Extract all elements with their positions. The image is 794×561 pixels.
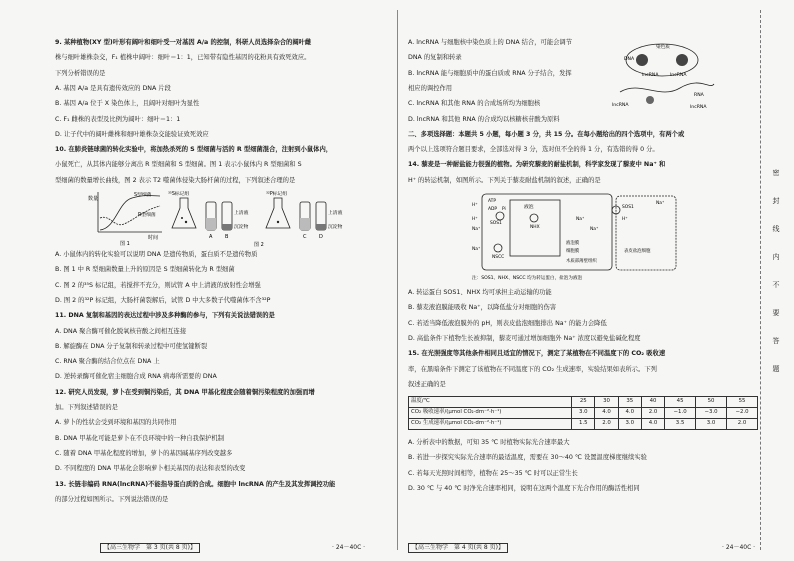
fig2-tube-label-a: A	[209, 234, 213, 240]
fig2-label-p32: ³²P标记组	[266, 192, 288, 197]
fig2-label-s35: ³⁵S标记组	[168, 192, 190, 197]
table-cell: 40	[641, 397, 664, 408]
left-text-line: B. DNA 甲基化可能是萝卜在不良环境中的一种自我保护机制	[55, 434, 225, 442]
left-text-line: 11. DNA 复制和基因的表达过程中涉及多种酶的参与，下列有关说法错误的是	[55, 312, 275, 320]
table-cell: 3.0	[618, 419, 641, 430]
fig14-nscc	[494, 244, 502, 252]
sidebar-char: 线	[772, 225, 780, 233]
fig1-r-label: R型细菌	[138, 213, 156, 218]
left-text-line: 10. 在肺炎链球菌的转化实验中，将加热杀死的 S 型细菌与活的 R 型细菌混合，注射到小鼠体内，	[55, 146, 333, 154]
table-cell: 4.0	[595, 408, 618, 419]
fig14-label-2: ADP	[488, 207, 498, 212]
table-cell: 30	[595, 397, 618, 408]
fig14-label-1: ATP	[488, 199, 496, 204]
footer-code-right: · 24－40C ·	[722, 544, 756, 551]
left-text-line: 小鼠死亡，从其体内能够分离出 R 型细菌和 S 型细菌。图 1 表示小鼠体内 R 型细菌和 S	[55, 161, 302, 169]
fig14-label-11: SOS1	[622, 205, 634, 210]
left-text-line: C. RNA 聚合酶的结合位点在 DNA 上	[55, 358, 160, 366]
fig2-label-sup-2: 上清液	[328, 211, 343, 216]
table-header-row	[409, 397, 758, 408]
table-cell: 2.0	[727, 419, 758, 430]
sidebar-char: 答	[772, 337, 780, 345]
table-cell: 1.5	[572, 419, 595, 430]
right-text-line: 率，在黑暗条件下测定了该植物在不同温度下的 CO₂ 生成速率，实验结果如表所示。下列	[408, 365, 657, 373]
fig2-flask-left	[172, 198, 196, 228]
table-cell: 4.0	[618, 408, 641, 419]
right-text-line: D. 30 ℃ 与 40 ℃ 时净光合速率相同，说明在这两个温度下光合作用的酶活性相同	[408, 484, 640, 492]
left-text-line: 12. 研究人员发现，萝卜在受到铜污染后，其 DNA 甲基化程度会随着铜污染程度的加强而增	[55, 388, 315, 396]
fig14-label-7: Na⁺	[472, 227, 481, 232]
right-text-line: 二、多项选择题：本题共 5 小题，每小题 3 分，共 15 分。在每小题给出的四个选项中，有两个或	[408, 130, 685, 138]
left-text-line: D. 不同程度的 DNA 甲基化会影响萝卜相关基因的表达和表型的改变	[55, 465, 246, 473]
sidebar-char: 不	[772, 281, 780, 289]
right-text-line: 两个以上选项符合题目要求，全部选对得 3 分，选对但不全的得 1 分，有选错的得 0 分。	[408, 146, 659, 154]
right-text-line: B. 若进一步探究实际光合速率的最适温度，需要在 30～40 ℃ 设置温度梯度继续实验	[408, 454, 647, 462]
table-cell: 35	[618, 397, 641, 408]
left-text-line: A. 小鼠体内的转化实验可以说明 DNA 是遗传物质，蛋白质不是遗传物质	[55, 251, 258, 258]
sidebar-char: 要	[772, 309, 780, 317]
fig14-sos1-left	[496, 212, 504, 220]
left-text-line: B. 图 1 中 R 型细菌数量上升的原因是 S 型细菌转化为 R 型细菌	[55, 266, 235, 274]
left-text-line: 9. 某种植物(XY 型)叶形有阔叶和细叶受一对基因 A/a 的控制，科研人员选择杂合的阔叶雌	[55, 39, 312, 46]
left-text-line: D. 逆转录酶可催化宿主细胞合成 RNA 病毒所需要的 DNA	[55, 373, 217, 381]
right-text-line: B. 藜麦液泡膜能吸收 Na⁺，以降低盐分对细胞的伤害	[408, 304, 557, 312]
table-cell: 温度/℃	[409, 397, 572, 408]
right-text-line: 14. 藜麦是一种耐盐能力很强的植物。为研究藜麦的耐盐机制，科学家发现了藜麦中 Na⁺ 和	[408, 161, 666, 169]
fig13-chromatin-1	[636, 54, 648, 66]
table-cell: 25	[572, 397, 595, 408]
left-text-line: B. 基因 A/a 位于 X 染色体上，且阔叶对细叶为显性	[55, 100, 200, 108]
table-row	[409, 408, 758, 419]
right-column	[400, 0, 760, 561]
table-cell: 55	[727, 397, 758, 408]
left-text-line: 株与细叶雄株杂交，F₁ 植株中阔叶：细叶＝1：1，已知带有隐性基因的花粉具有致死效应。	[55, 54, 311, 62]
fig14-label-9: NSCC	[492, 255, 505, 260]
footer-code-left: · 24－40C ·	[332, 544, 366, 551]
right-text-line: C. lncRNA 和其他 RNA 的合成场所均为细胞核	[408, 100, 541, 108]
fig13-label-lnc-4: lncRNA	[690, 105, 707, 110]
fig14-label-15: 液泡膜	[566, 241, 580, 246]
left-text-line: C. F₁ 雌株的表型及比例为阔叶：细叶＝1：1	[55, 115, 181, 123]
right-text-line: A. lncRNA 与细胞核中染色质上的 DNA 结合，可能会调节	[408, 39, 573, 46]
fig2-tube-label-d: D	[319, 234, 323, 240]
figure-1-growth-curve	[88, 188, 168, 246]
table-row	[409, 419, 758, 430]
right-text-line: A. 转运蛋白 SOS1、NHX 均可承担主动运输的功能	[408, 289, 552, 296]
right-text-line: DNA 的复制和转录	[408, 54, 462, 62]
figure-13-lncrna	[610, 40, 720, 112]
table-cell: 2.0	[595, 419, 618, 430]
sidebar-char: 密	[772, 169, 780, 177]
right-text-line: D. 高盐条件下植物生长被抑制，藜麦可通过增加细胞外 Na⁺ 浓度以避免盐碱化程度	[408, 334, 641, 342]
sidebar-char: 内	[772, 253, 780, 261]
left-text-line: 型细菌的数量增长曲线，图 2 表示 T2 噬菌体侵染大肠杆菌的过程，下列叙述合理的是	[55, 176, 296, 184]
fig13-label-rna: RNA	[694, 93, 704, 98]
figure-14-salt-transport	[470, 190, 680, 282]
right-text-line: C. 若每天光照时间相等，植物在 25～35 ℃ 时可以正常生长	[408, 469, 578, 477]
left-text-line: 下列分析错误的是	[55, 69, 106, 77]
table-cell: 2.0	[641, 408, 664, 419]
footer-title-left: 【高三生物学 第 3 页(共 8 页)】	[100, 543, 200, 553]
left-text-line: B. 解旋酶在 DNA 分子复制和转录过程中可使氢键断裂	[55, 342, 208, 350]
fig13-rna-strand	[620, 83, 714, 92]
seal-line	[760, 10, 761, 550]
right-text-line: H⁺ 的转运机制，如图所示。下列关于藜麦耐盐机制的叙述，正确的是	[408, 176, 601, 184]
table-cell: 45	[665, 397, 696, 408]
fig2-tube-d	[316, 202, 326, 230]
fig1-xlabel: 时间	[148, 235, 159, 241]
fig1-ylabel: 数量	[88, 196, 99, 202]
right-text-line: 叙述正确的是	[408, 380, 446, 388]
table-cell: 4.0	[641, 419, 664, 430]
left-text-line: 13. 长链非编码 RNA(lncRNA)不能指导蛋白质的合成。细胞中 lncRNA 的产生及其发挥调控功能	[55, 480, 336, 488]
left-text-line: D. 图 2 的³²P 标记组，大肠杆菌裂解后，试管 D 中大多数子代噬菌体不含³²P	[55, 296, 271, 304]
fig13-chromatin-2	[676, 54, 688, 66]
fig2-label-sup-1: 上清液	[234, 211, 249, 216]
fig14-label-10: Na⁺	[472, 247, 481, 252]
sidebar-char: 题	[772, 365, 780, 373]
table-cell: −3.0	[696, 408, 727, 419]
fig14-caption: 注：SOS1、NHX、NSCC 均为转运蛋白，盐泡为液泡	[472, 276, 583, 281]
left-text-line: A. 基因 A/a 是具有遗传效应的 DNA 片段	[55, 84, 171, 92]
fig14-label-14: Na⁺	[590, 227, 599, 232]
table-cell: −2.0	[727, 408, 758, 419]
fig13-label-lnc-1: lncRNA	[642, 73, 659, 78]
fig14-label-3: Pi	[502, 207, 506, 212]
fig13-label-lnc-3: lncRNA	[612, 103, 629, 108]
fig14-label-8: 液泡	[524, 205, 534, 210]
fig14-nhx	[530, 214, 538, 222]
figure-2-phage-infection	[168, 188, 368, 248]
fig14-label-17: Na⁺	[576, 217, 585, 222]
table-cell: CO₂ 吸收速率/(μmol CO₂·dm⁻²·h⁻¹)	[409, 408, 572, 419]
left-text-line: 加。下列叙述错误的是	[55, 404, 118, 411]
table-cell: 3.5	[665, 419, 696, 430]
left-column	[0, 0, 395, 561]
sidebar-char: 封	[772, 197, 780, 205]
column-divider	[397, 10, 398, 550]
fig13-label-dna: DNA	[624, 57, 635, 62]
right-text-line: 相应的调控作用	[408, 84, 453, 92]
table-cell: CO₂ 生成速率/(μmol CO₂·dm⁻²·h⁻¹)	[409, 419, 572, 430]
fig2-tube-a	[206, 202, 216, 230]
fig2-label-pellet-1: 沉淀物	[234, 225, 249, 230]
fig2-caption: 图 2	[254, 242, 264, 248]
fig14-label-12: Na⁺	[656, 201, 665, 206]
fig13-label-chromatin: 染色质	[656, 45, 670, 50]
right-text-line: A. 分析表中的数据，可知 35 ℃ 时植物实际光合速率最大	[408, 439, 570, 446]
fig2-tube-label-c: C	[303, 234, 307, 240]
left-text-line: D. 让子代中的阔叶雌株和细叶雄株杂交能验证致死效应	[55, 130, 209, 138]
table-cell: 3.0	[572, 408, 595, 419]
left-text-line: A. DNA 聚合酶可催化脱氧核苷酸之间相互连接	[55, 327, 187, 335]
fig14-label-18: 表皮盐泡细胞	[624, 249, 651, 254]
fig2-tube-label-b: B	[225, 234, 229, 240]
fig14-label-16: 细胞膜	[566, 249, 580, 254]
fig13-label-lnc-2: lncRNA	[670, 73, 687, 78]
footer-title-right: 【高三生物学 第 4 页(共 8 页)】	[408, 543, 508, 553]
fig13-protein	[646, 96, 654, 104]
temperature-table	[408, 396, 758, 430]
right-text-line: 15. 在光照强度等其他条件相同且适宜的情况下，测定了某植物在不同温度下的 CO₂ 吸收速	[408, 350, 666, 358]
fig14-label-13: H⁺	[622, 217, 628, 222]
fig2-tube-c	[300, 202, 310, 230]
left-text-line: A. 萝卜的性状会受到环境和基因的共同作用	[55, 419, 177, 427]
right-text-line: D. lncRNA 和其他 RNA 的合成均以核糖核苷酸为原料	[408, 115, 560, 123]
right-text-line: C. 若适当降低液泡膜外的 pH，则表皮盐泡细胞排出 Na⁺ 的能力会降低	[408, 319, 607, 327]
fig1-caption: 图 1	[120, 241, 130, 246]
fig14-label-19: 木质部薄壁组织	[566, 259, 597, 264]
table-cell: 3.0	[696, 419, 727, 430]
fig1-s-label: S型细菌	[134, 193, 152, 198]
left-text-line: C. 随着 DNA 甲基化程度的增加，萝卜的基因碱基序列改变越多	[55, 449, 233, 457]
table-cell: −1.0	[665, 408, 696, 419]
fig2-label-pellet-2: 沉淀物	[328, 225, 343, 230]
fig2-flask-right	[266, 198, 290, 228]
table-cell: 50	[696, 397, 727, 408]
left-text-line: 的部分过程如图所示。下列说法错误的是	[55, 495, 169, 503]
right-text-line: B. lncRNA 能与细胞质中的蛋白质或 RNA 分子结合，发挥	[408, 69, 572, 77]
fig2-tube-b	[222, 202, 232, 230]
fig14-label-0: H⁺	[472, 203, 478, 208]
fig14-label-5: NHX	[530, 225, 540, 230]
fig14-label-6: H⁺	[472, 217, 478, 222]
left-text-line: C. 图 2 的³⁵S 标记组，若搅拌不充分，则试管 A 中上清液的放射性会增强	[55, 281, 261, 289]
fig14-label-4: SOS1	[490, 221, 502, 226]
